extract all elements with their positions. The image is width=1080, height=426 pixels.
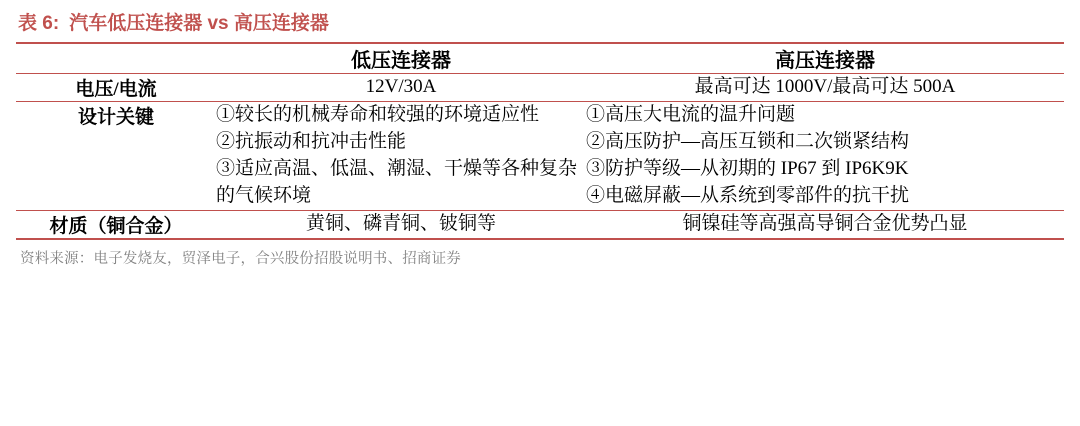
list-item: ①较长的机械寿命和较强的环境适应性	[216, 104, 540, 125]
list-item: ②抗振动和抗冲击性能	[216, 130, 407, 152]
comparison-table	[16, 42, 1064, 240]
table-header-row	[16, 43, 1064, 74]
table-row	[16, 102, 1064, 211]
row-label-design-key: 设计关键	[16, 102, 216, 211]
cell-design-key-low	[216, 102, 586, 211]
list-item: ③适应高温、低温、潮湿、干燥等各种复杂的气候环境	[216, 157, 578, 206]
table-row	[16, 210, 1064, 239]
header-low-voltage: 低压连接器	[216, 43, 586, 74]
source-note: 资料来源：电子发烧友，贸泽电子，合兴股份招股说明书、招商证券	[20, 250, 461, 267]
table-row	[16, 74, 1064, 102]
list-item: ①高压大电流的温升问题	[586, 104, 796, 125]
header-corner	[16, 43, 216, 74]
cell-material-low: 黄铜、磷青铜、铍铜等	[216, 210, 586, 239]
list-item: ②高压防护—高压互锁和二次锁紧结构	[586, 130, 910, 152]
row-label-material: 材质（铜合金）	[16, 210, 216, 239]
cell-voltage-current-high: 最高可达 1000V/最高可达 500A	[586, 74, 1064, 102]
cell-material-high: 铜镍硅等高强高导铜合金优势凸显	[586, 210, 1064, 239]
list-item: ④电磁屏蔽—从系统到零部件的抗干扰	[586, 184, 910, 206]
cell-voltage-current-low: 12V/30A	[216, 74, 586, 102]
figure-title	[16, 0, 1064, 42]
header-high-voltage: 高压连接器	[586, 43, 1064, 74]
list-item: ③防护等级—从初期的 IP67 到 IP6K9K	[586, 157, 909, 179]
cell-design-key-high	[586, 102, 1064, 211]
row-label-voltage-current: 电压/电流	[16, 74, 216, 102]
figure-number: 表 6:	[18, 13, 60, 34]
figure-title-text: 汽车低压连接器 vs 高压连接器	[69, 13, 329, 34]
